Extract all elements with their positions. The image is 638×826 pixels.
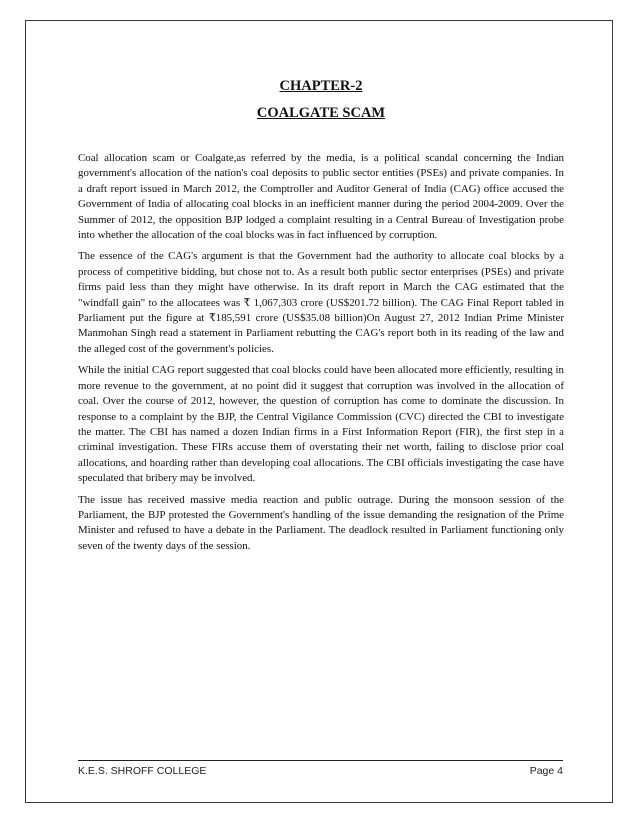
- paragraph-3: While the initial CAG report suggested that coal blocks could have been allocated more efficiently, resulting in more revenue to the government, at no point did it suggest that corruption was involved in the allocation of coal. Over the course of 2012, however, the question of corruption has come to dominate the discussion. In response to a complaint by the BJP, the Central Vigilance Commission (CVC) directed the CBI to investigate the matter. The CBI has named a dozen Indian firms in a First Information Report (FIR), the first step in a criminal investigation. These FIRs accuse them of overstating their net worth, failing to disclose prior coal allocations, and hoarding rather than developing coal allocations. The CBI officials investigating the case have speculated that bribery may be involved.: [78, 364, 564, 485]
- paragraph-4: The issue has received massive media reaction and public outrage. During the monsoon session of the Parliament, the BJP protested the Government's handling of the issue demanding the resignation of the Prime Minister and refused to have a debate in the Parliament. The deadlock resulted in Parliament functioning only seven of the twenty days of the session.: [78, 493, 564, 552]
- chapter-title: COALGATE SCAM: [256, 105, 386, 121]
- footer-college-name: K.E.S. SHROFF COLLEGE: [78, 765, 207, 777]
- paragraph-2: The essence of the CAG's argument is that the Government had the authority to allocate coal blocks by a process of competitive bidding, but chose not to. As a result both public sector enterprises (PSEs) and private firms paid less than they might have otherwise. In its draft report in March the CAG estimated that the "windfall gain" to the allocatees was ₹ 1,067,303 crore (US$201.72 billion). The CAG Final Report tabled in Parliament put the figure at ₹185,591 crore (US$35.08 billion)On August 27, 2012 Indian Prime Minister Manmohan Singh read a statement in Parliament rebutting the CAG's report both in its reading of the law and the alleged cost of the government's policies.: [78, 250, 564, 355]
- footer-page-number: Page 4: [529, 765, 563, 777]
- paragraph-1: Coal allocation scam or Coalgate,as referred by the media, is a political scandal concerning the Indian government's allocation of the nation's coal deposits to public sector entities (PSEs) and private companies. In a draft report issued in March 2012, the Comptroller and Auditor General of India (CAG) office accused the Government of India of allocating coal blocks in an inefficient manner during the period 2004-2009. Over the Summer of 2012, the opposition BJP lodged a complaint resulting in a Central Bureau of Investigation probe into whether the allocation of the coal blocks was in fact influenced by corruption.: [78, 152, 564, 242]
- body-text: [78, 151, 564, 554]
- chapter-number: CHAPTER-2: [279, 78, 363, 94]
- page-footer: [78, 760, 563, 777]
- page-content: [78, 76, 564, 560]
